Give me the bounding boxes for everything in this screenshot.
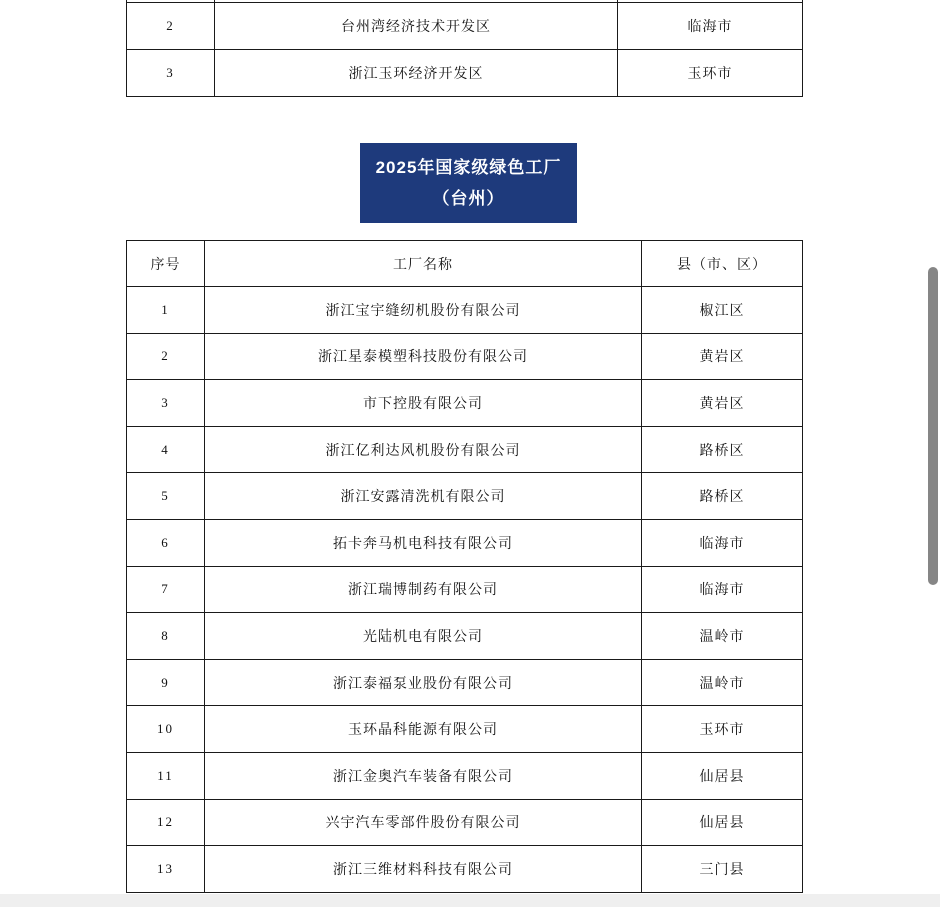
factory-index: 11 — [127, 753, 205, 799]
zones-table — [126, 0, 803, 97]
header-district: 县（市、区） — [642, 241, 803, 286]
zone-city: 临海市 — [618, 3, 803, 49]
section-title-line1: 2025年国家级绿色工厂 — [375, 158, 562, 177]
factory-name: 浙江安露清洗机有限公司 — [205, 473, 642, 519]
table-row — [127, 706, 803, 753]
table-row — [127, 427, 803, 474]
factory-district: 临海市 — [642, 567, 803, 613]
factory-index: 13 — [127, 846, 205, 892]
factory-name: 浙江三维材料科技有限公司 — [205, 846, 642, 892]
factory-district: 温岭市 — [642, 613, 803, 659]
table-row — [127, 520, 803, 567]
table-row — [127, 800, 803, 847]
factory-index: 12 — [127, 800, 205, 846]
factory-index: 6 — [127, 520, 205, 566]
factory-name: 市下控股有限公司 — [205, 380, 642, 426]
table-row — [127, 473, 803, 520]
factory-district: 临海市 — [642, 520, 803, 566]
factory-index: 3 — [127, 380, 205, 426]
factory-table — [126, 240, 803, 893]
header-index: 序号 — [127, 241, 205, 286]
table-row — [127, 3, 803, 50]
header-factory-name: 工厂名称 — [205, 241, 642, 286]
factory-district: 黄岩区 — [642, 334, 803, 380]
table-row — [127, 287, 803, 334]
zone-index: 2 — [127, 3, 215, 49]
factory-district: 温岭市 — [642, 660, 803, 706]
zone-name: 台州湾经济技术开发区 — [215, 3, 618, 49]
factory-district: 仙居县 — [642, 800, 803, 846]
table-row — [127, 380, 803, 427]
factory-index: 7 — [127, 567, 205, 613]
factory-name: 浙江星泰模塑科技股份有限公司 — [205, 334, 642, 380]
section-title-line2: （台州） — [432, 189, 505, 208]
table-row — [127, 50, 803, 97]
zone-name: 浙江玉环经济开发区 — [215, 50, 618, 96]
factory-index: 2 — [127, 334, 205, 380]
factory-district: 路桥区 — [642, 427, 803, 473]
section-title-box — [360, 143, 577, 223]
scrollbar-thumb[interactable] — [928, 267, 938, 585]
factory-name: 浙江金奥汽车装备有限公司 — [205, 753, 642, 799]
factory-district: 路桥区 — [642, 473, 803, 519]
factory-district: 仙居县 — [642, 753, 803, 799]
table-cell — [618, 0, 803, 2]
factory-district: 黄岩区 — [642, 380, 803, 426]
factory-index: 4 — [127, 427, 205, 473]
table-row — [127, 613, 803, 660]
table-row — [127, 846, 803, 893]
factory-index: 8 — [127, 613, 205, 659]
factory-index: 10 — [127, 706, 205, 752]
factory-name: 拓卡奔马机电科技有限公司 — [205, 520, 642, 566]
factory-district: 三门县 — [642, 846, 803, 892]
factory-name: 兴宇汽车零部件股份有限公司 — [205, 800, 642, 846]
factory-name: 浙江亿利达风机股份有限公司 — [205, 427, 642, 473]
table-cell — [215, 0, 618, 2]
factory-name: 浙江泰福泵业股份有限公司 — [205, 660, 642, 706]
factory-name: 玉环晶科能源有限公司 — [205, 706, 642, 752]
factory-index: 9 — [127, 660, 205, 706]
factory-name: 光陆机电有限公司 — [205, 613, 642, 659]
factory-name: 浙江瑞博制药有限公司 — [205, 567, 642, 613]
table-row — [127, 660, 803, 707]
factory-district: 玉环市 — [642, 706, 803, 752]
table-row — [127, 334, 803, 381]
zone-index: 3 — [127, 50, 215, 96]
table-row — [127, 567, 803, 614]
factory-index: 1 — [127, 287, 205, 333]
factory-name: 浙江宝宇缝纫机股份有限公司 — [205, 287, 642, 333]
table-cell — [127, 0, 215, 2]
factory-district: 椒江区 — [642, 287, 803, 333]
table-row — [127, 753, 803, 800]
factory-index: 5 — [127, 473, 205, 519]
zone-city: 玉环市 — [618, 50, 803, 96]
table-header-row — [127, 241, 803, 287]
page-bottom-edge — [0, 894, 940, 907]
